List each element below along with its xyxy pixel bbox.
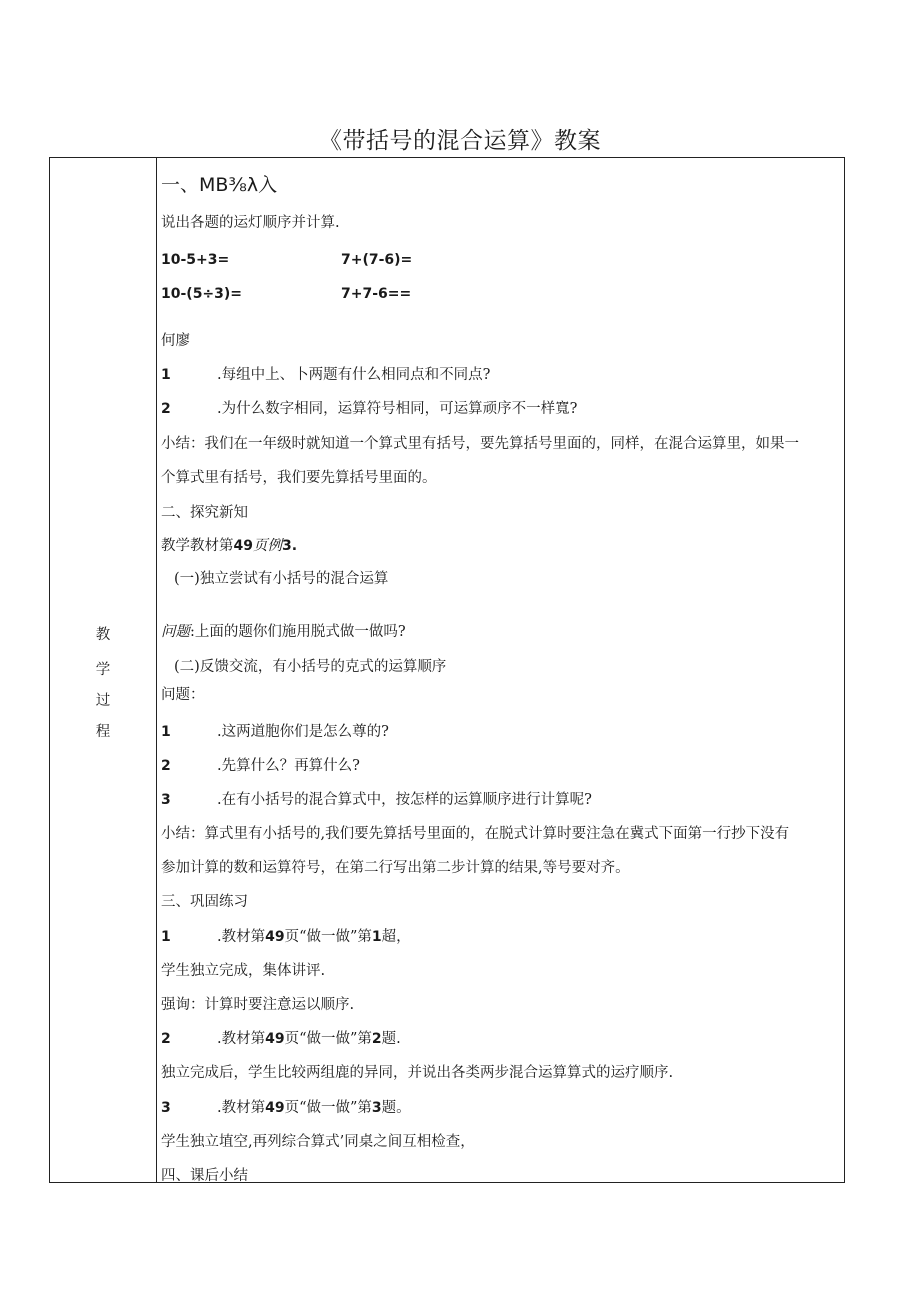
section-1-question-1 bbox=[161, 366, 490, 384]
practice-page: 49 bbox=[265, 1031, 285, 1047]
practice-1-note: 学生独立完成，集体讲评. bbox=[161, 963, 326, 979]
textbook-page: 49 bbox=[233, 538, 253, 554]
expression-4: 7+7-6== bbox=[341, 286, 412, 302]
practice-text: 超， bbox=[381, 929, 411, 945]
practice-2-note: 独立完成后，学生比较两组鹿的异同，并说出各类两步混合运算算式的运疗顺序. bbox=[161, 1065, 674, 1081]
practice-text: 页“做一做”第 bbox=[284, 1100, 372, 1116]
section-2-sub-1: (一)独立尝试有小括号的混合运算 bbox=[174, 571, 389, 587]
practice-item: 1 bbox=[371, 929, 382, 945]
section-1-summary-line-1: 小结：我们在一年级时就知道一个算式里有括号，要先算括号里面的，同样，在混合运算里，如果一 bbox=[161, 436, 799, 452]
side-label-char-4: 程 bbox=[95, 724, 111, 740]
textbook-example: 3. bbox=[281, 538, 298, 554]
practice-page: 49 bbox=[265, 929, 285, 945]
practice-text: .教材第 bbox=[217, 1100, 266, 1116]
practice-text: .教材第 bbox=[217, 929, 266, 945]
question-number: 2 bbox=[161, 758, 171, 774]
practice-text: 页“做一做”第 bbox=[284, 929, 372, 945]
practice-1-emphasis: 强询：计算时要注意运以顺序. bbox=[161, 997, 355, 1013]
section-2-summary-line-1: 小结：算式里有小括号的,我们要先算括号里面的，在脱式计算时要注急在冀式下面第一行抄下没有 bbox=[161, 826, 790, 842]
question-text: .先算什么？再算什么? bbox=[217, 758, 360, 774]
practice-item: 2 bbox=[371, 1031, 382, 1047]
expression-row-1 bbox=[161, 251, 229, 269]
question-number: 3 bbox=[161, 792, 171, 808]
practice-3-note: 学生独立埴空,再列综合算式’同桌之间互相检查， bbox=[161, 1134, 475, 1150]
question-text: .在有小括号的混合算式中，按怎样的运算顺序进行计算呢? bbox=[217, 792, 592, 808]
section-2-question-label: 问题： bbox=[161, 687, 205, 703]
practice-2 bbox=[161, 1030, 401, 1048]
side-label-char-3: 过 bbox=[95, 693, 111, 709]
section-1-instruction: 说出各题的运灯顺序并计算. bbox=[161, 215, 340, 231]
section-1-question-2 bbox=[161, 400, 577, 418]
textbook-prefix: 教学教材第 bbox=[161, 538, 234, 554]
question-text: .每组中上、卜两题有什么相同点和不同点? bbox=[217, 367, 491, 383]
practice-text: 页“做一做”第 bbox=[284, 1031, 372, 1047]
practice-1 bbox=[161, 928, 411, 946]
textbook-reference bbox=[161, 537, 297, 555]
expression-2: 7+(7-6)= bbox=[341, 252, 413, 268]
document-title: 《带括号的混合运算》教案 bbox=[319, 128, 601, 154]
section-2-sub-2: (二)反馈交流，有小括号的克式的运算顺序 bbox=[174, 659, 447, 675]
section-1-summary-line-2: 个算式里有括号，我们要先算括号里面的。 bbox=[161, 470, 437, 486]
section-2-question-1 bbox=[161, 723, 389, 741]
practice-page: 49 bbox=[265, 1100, 285, 1116]
practice-text: 题。 bbox=[381, 1100, 411, 1116]
section-1-heading: 一、MB⅜λ入 bbox=[161, 174, 278, 196]
section-2-question-2 bbox=[161, 757, 360, 775]
question-number: 1 bbox=[161, 724, 171, 740]
practice-text: .教材第 bbox=[217, 1031, 266, 1047]
practice-number: 2 bbox=[161, 1031, 171, 1047]
textbook-mid: 页例 bbox=[252, 538, 282, 554]
practice-3 bbox=[161, 1099, 411, 1117]
practice-number: 3 bbox=[161, 1100, 171, 1116]
expression-1: 10-5+3= bbox=[161, 252, 230, 268]
side-label-char-2: 学 bbox=[95, 662, 111, 678]
section-2-ask bbox=[161, 623, 406, 641]
side-label-char-1: 教 bbox=[95, 627, 111, 643]
practice-number: 1 bbox=[161, 929, 171, 945]
section-4-heading: 四、课后小结 bbox=[161, 1168, 248, 1184]
practice-item: 3 bbox=[371, 1100, 382, 1116]
section-2-question-3 bbox=[161, 791, 592, 809]
section-1-question-label: 何廖 bbox=[161, 333, 190, 349]
expression-3: 10-(5÷3)= bbox=[161, 286, 243, 302]
ask-text: :上面的题你们施用脱式做一做吗? bbox=[190, 624, 406, 640]
question-text: .为什么数字相同，运算符号相同，可运算顽序不一样寬? bbox=[217, 401, 578, 417]
section-2-heading: 二、探究新知 bbox=[161, 505, 248, 521]
question-number: 2 bbox=[161, 401, 171, 417]
question-text: .这两道胞你们是怎么尊的? bbox=[217, 724, 389, 740]
practice-text: 题. bbox=[381, 1031, 401, 1047]
column-divider bbox=[156, 157, 157, 1183]
question-number: 1 bbox=[161, 367, 171, 383]
section-3-heading: 三、巩固练习 bbox=[161, 894, 248, 910]
ask-label: 问题 bbox=[161, 624, 190, 640]
section-2-summary-line-2: 参加计算的数和运算符号，在第二行写出第二步计算的结果,等号要对齐。 bbox=[161, 860, 630, 876]
